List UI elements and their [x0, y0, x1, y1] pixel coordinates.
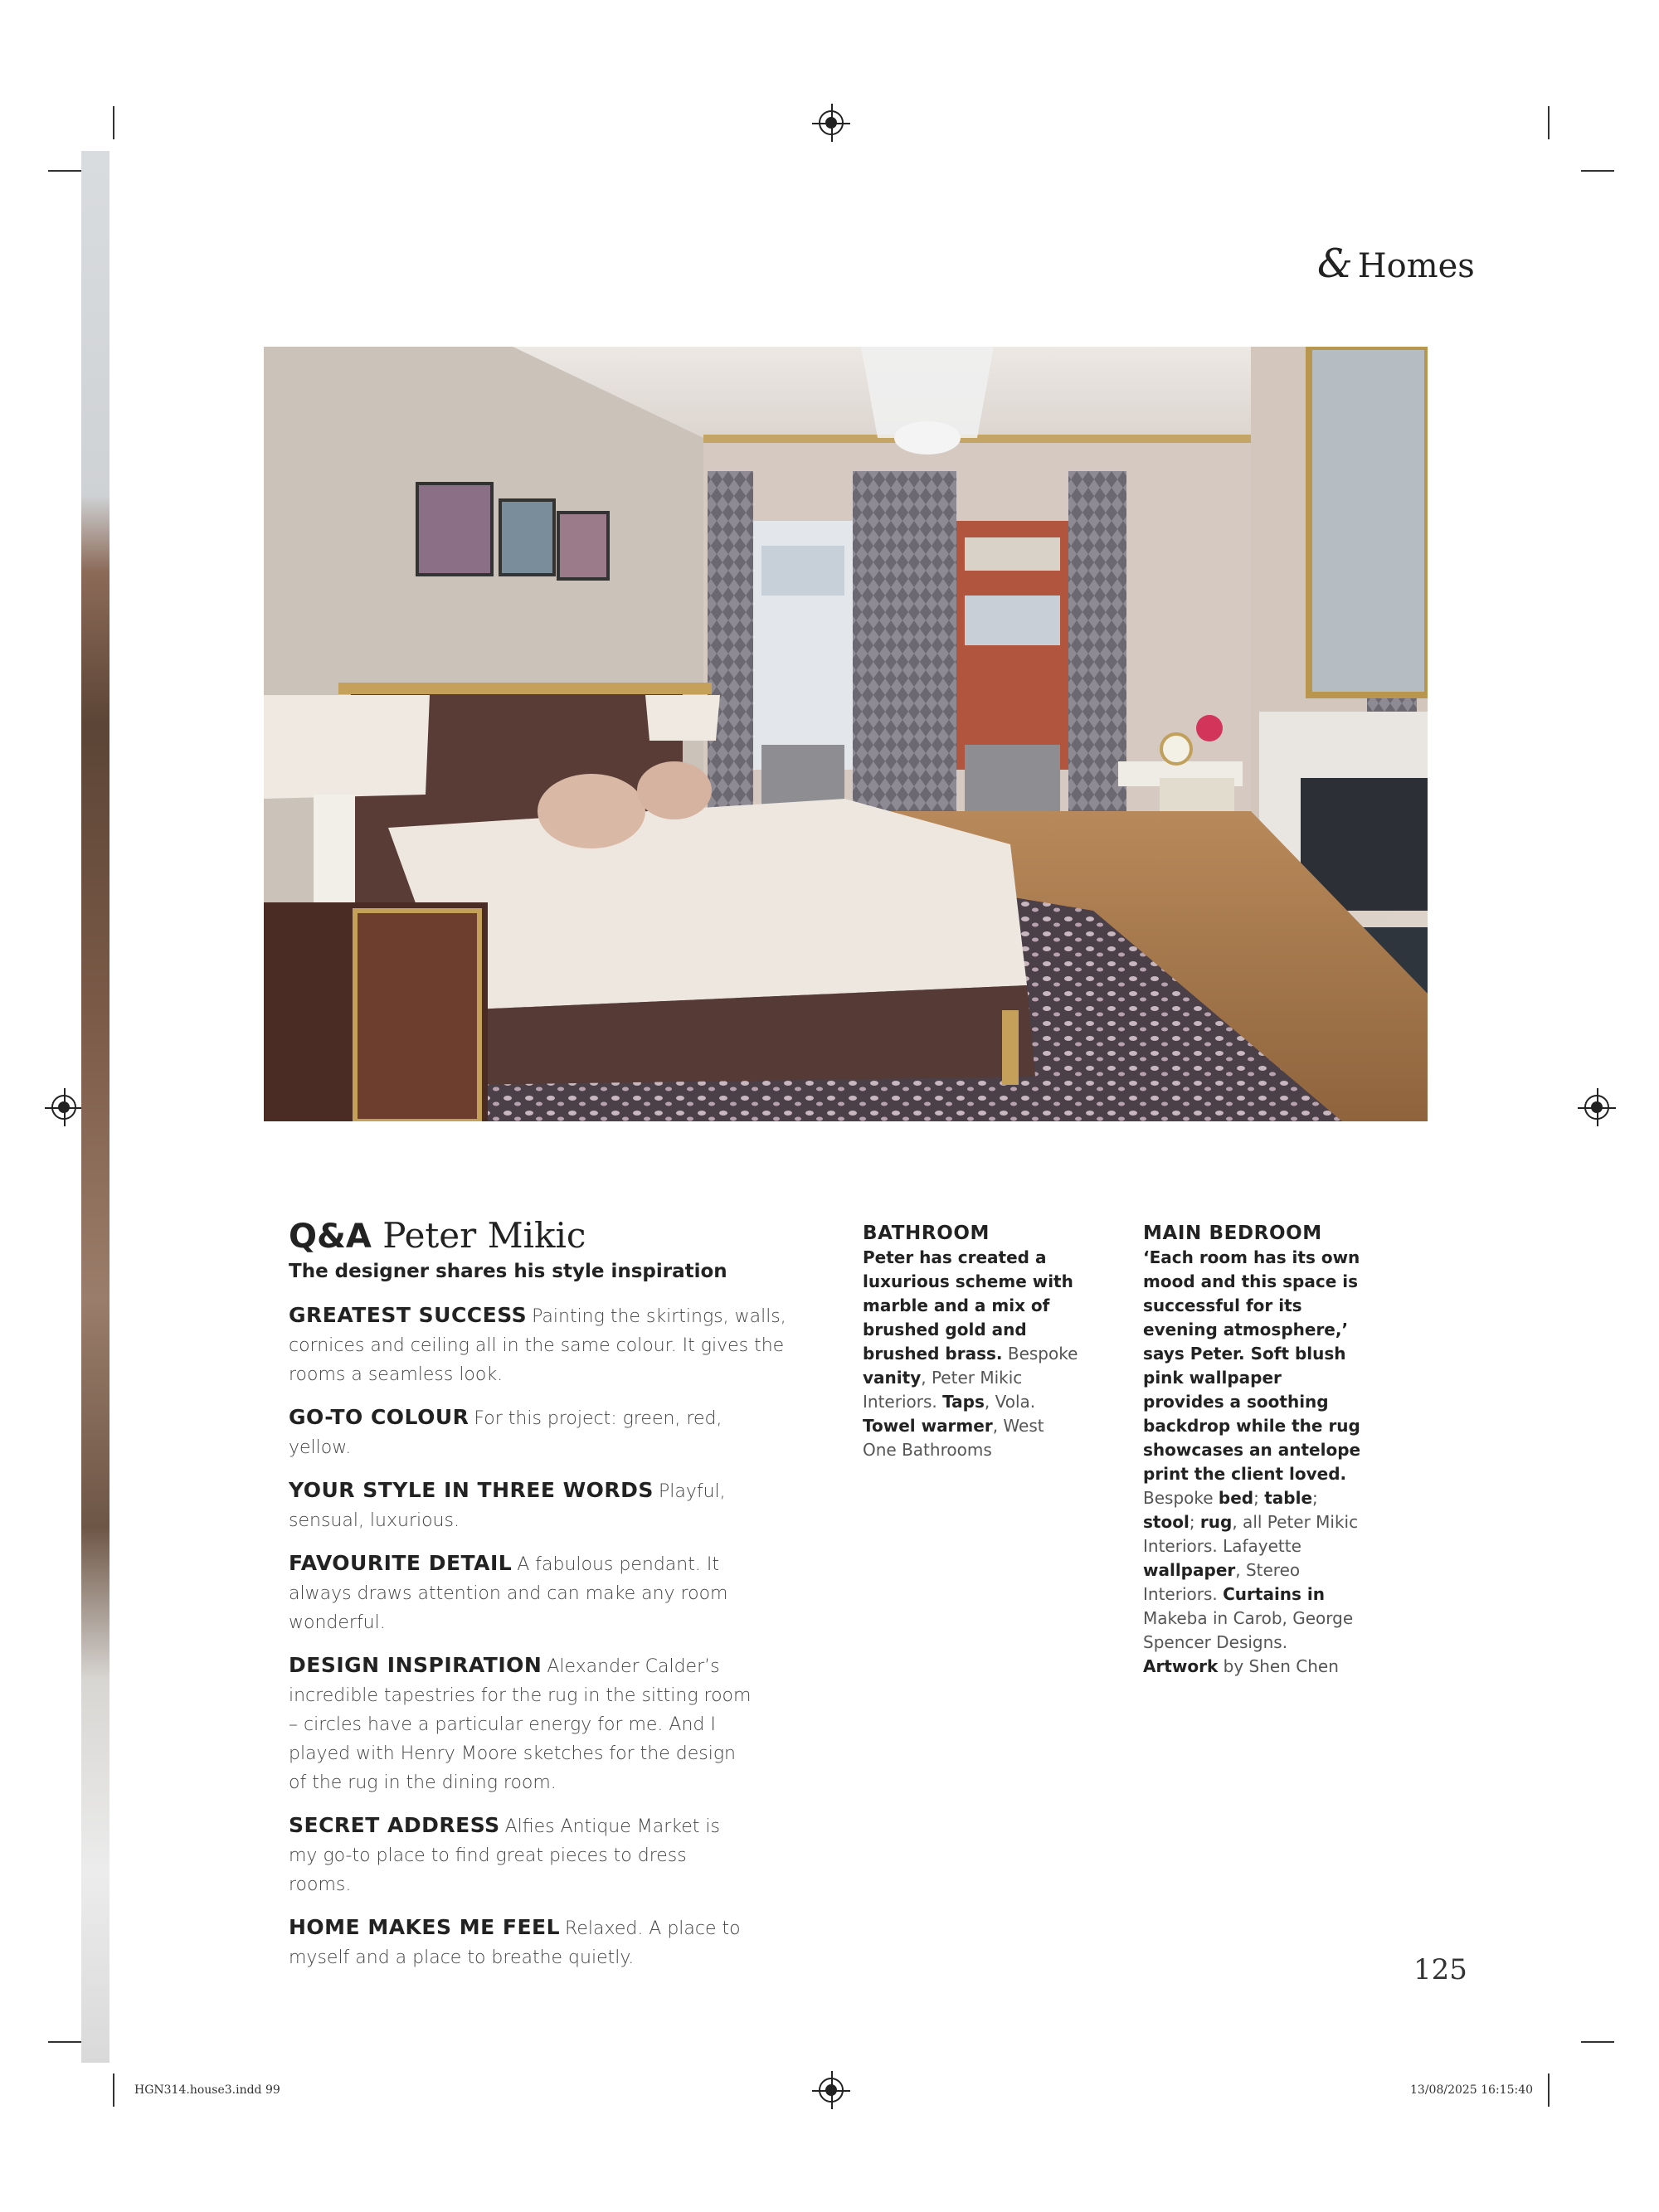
- crop-mark: [1548, 106, 1550, 139]
- bedroom-caption: [1143, 1222, 1367, 1679]
- bathroom-credit-text: , Peter Mikic Interiors.: [863, 1368, 1023, 1412]
- bedroom-credit-text: ;: [1253, 1488, 1259, 1508]
- qa-answer: For this project: green, red, yellow.: [289, 1408, 722, 1458]
- bedroom-lead: ‘Each room has its own mood and this space is successful for its evening atmosphere,’ says Peter. Soft blush pink wallpaper provides a soothing backdrop while the rug showcases an antelope print the client loved.: [1143, 1247, 1361, 1484]
- qa-question: FAVOURITE DETAIL: [289, 1551, 513, 1575]
- qa-item: [289, 1548, 786, 1637]
- qa-item: [289, 1913, 753, 1972]
- qa-item: [289, 1475, 786, 1535]
- qa-title: [289, 1215, 586, 1256]
- qa-question: GREATEST SUCCESS: [289, 1303, 528, 1327]
- bathroom-credit-item: Towel warmer: [863, 1416, 993, 1436]
- qa-answer: Painting the skirtings, walls, cornices and ceiling all in the same colour. It gives the rooms a seamless look.: [289, 1306, 786, 1385]
- slug-filename: HGN314.house3.indd 99: [134, 2083, 280, 2097]
- bedroom-credit-item: table: [1264, 1488, 1313, 1508]
- qa-answer: Alfies Antique Market is my go-to place to find great pieces to dress rooms.: [289, 1816, 720, 1895]
- bedroom-credit-text: , Stereo Interiors.: [1143, 1560, 1301, 1604]
- qa-question: HOME MAKES ME FEEL: [289, 1915, 561, 1939]
- section-amp: &: [1317, 241, 1353, 287]
- bedroom-credit-item: rug: [1199, 1512, 1233, 1532]
- bathroom-caption: [863, 1222, 1078, 1462]
- qa-item: [289, 1300, 786, 1389]
- bedroom-credit-item: wallpaper: [1143, 1560, 1236, 1580]
- bedroom-credit-item: bed: [1218, 1488, 1254, 1508]
- bathroom-lead: Peter has created a luxurious scheme with marble and a mix of brushed gold and brushed brass.: [863, 1247, 1073, 1364]
- qa-item: [289, 1403, 786, 1462]
- registration-mark-icon: [1584, 1095, 1609, 1120]
- qa-answer: Alexander Calder’s incredible tapestries for the rug in the sitting room – circles have a particular energy for me. And I played with Henry Moore sketches for the design of the rug in the dining room.: [289, 1656, 752, 1793]
- registration-mark-icon: [819, 110, 844, 135]
- section-name: Homes: [1357, 247, 1475, 285]
- bathroom-credit-text: , West One Bathrooms: [863, 1416, 1044, 1460]
- bedroom-credit-text: Makeba in Carob, George Spencer Designs.: [1143, 1608, 1354, 1652]
- crop-mark: [113, 2073, 114, 2107]
- bedroom-heading: MAIN BEDROOM: [1143, 1223, 1322, 1244]
- qa-question: DESIGN INSPIRATION: [289, 1653, 542, 1677]
- bedroom-credit-text: , all Peter Mikic Interiors. Lafayette: [1143, 1512, 1359, 1556]
- qa-item: [289, 1650, 753, 1797]
- qa-answer: Relaxed. A place to myself and a place to breathe quietly.: [289, 1918, 741, 1968]
- registration-mark-icon: [51, 1095, 76, 1120]
- bedroom-credit-text: by Shen Chen: [1223, 1656, 1339, 1676]
- crop-mark: [1581, 2041, 1614, 2043]
- qa-list: [289, 1300, 786, 1986]
- bathroom-credit-text: , Vola.: [984, 1392, 1036, 1412]
- bedroom-credit-text: ;: [1312, 1488, 1318, 1508]
- bathroom-credit-item: vanity: [863, 1368, 922, 1388]
- bathroom-credit-text: Bespoke: [1007, 1344, 1078, 1364]
- qa-question: SECRET ADDRESS: [289, 1813, 500, 1837]
- bedroom-credit-item: Artwork: [1143, 1656, 1219, 1676]
- bedroom-illustration: [264, 347, 1428, 1121]
- crop-mark: [1581, 170, 1614, 172]
- section-label: [1317, 241, 1475, 287]
- qa-question: YOUR STYLE IN THREE WORDS: [289, 1478, 654, 1502]
- crop-mark: [48, 170, 81, 172]
- registration-mark-icon: [819, 2078, 844, 2103]
- qa-answer: A fabulous pendant. It always draws attention and can make any room wonderful.: [289, 1554, 728, 1633]
- qa-question: GO-TO COLOUR: [289, 1405, 469, 1429]
- qa-item: [289, 1811, 753, 1899]
- qa-subtitle: The designer shares his style inspiration: [289, 1261, 727, 1282]
- bedroom-credit-text: Bespoke: [1143, 1488, 1214, 1508]
- crop-mark: [113, 106, 114, 139]
- page-number: 125: [1413, 1953, 1467, 1986]
- bathroom-heading: BATHROOM: [863, 1223, 990, 1244]
- crop-mark: [48, 2041, 81, 2043]
- qa-answer: Playful, sensual, luxurious.: [289, 1481, 726, 1531]
- bedroom-credit-text: ;: [1189, 1512, 1195, 1532]
- qa-prefix: Q&A: [289, 1218, 372, 1256]
- bathroom-credit-item: Taps: [942, 1392, 985, 1412]
- bedroom-credit-item: stool: [1143, 1512, 1190, 1532]
- crop-mark: [1548, 2073, 1550, 2107]
- qa-designer-name: Peter Mikic: [382, 1215, 586, 1256]
- bedroom-photo: [264, 347, 1428, 1121]
- slug-timestamp: 13/08/2025 16:15:40: [1410, 2083, 1534, 2097]
- facing-page-bleed: [81, 151, 109, 2063]
- bedroom-credit-item: Curtains in: [1223, 1584, 1325, 1604]
